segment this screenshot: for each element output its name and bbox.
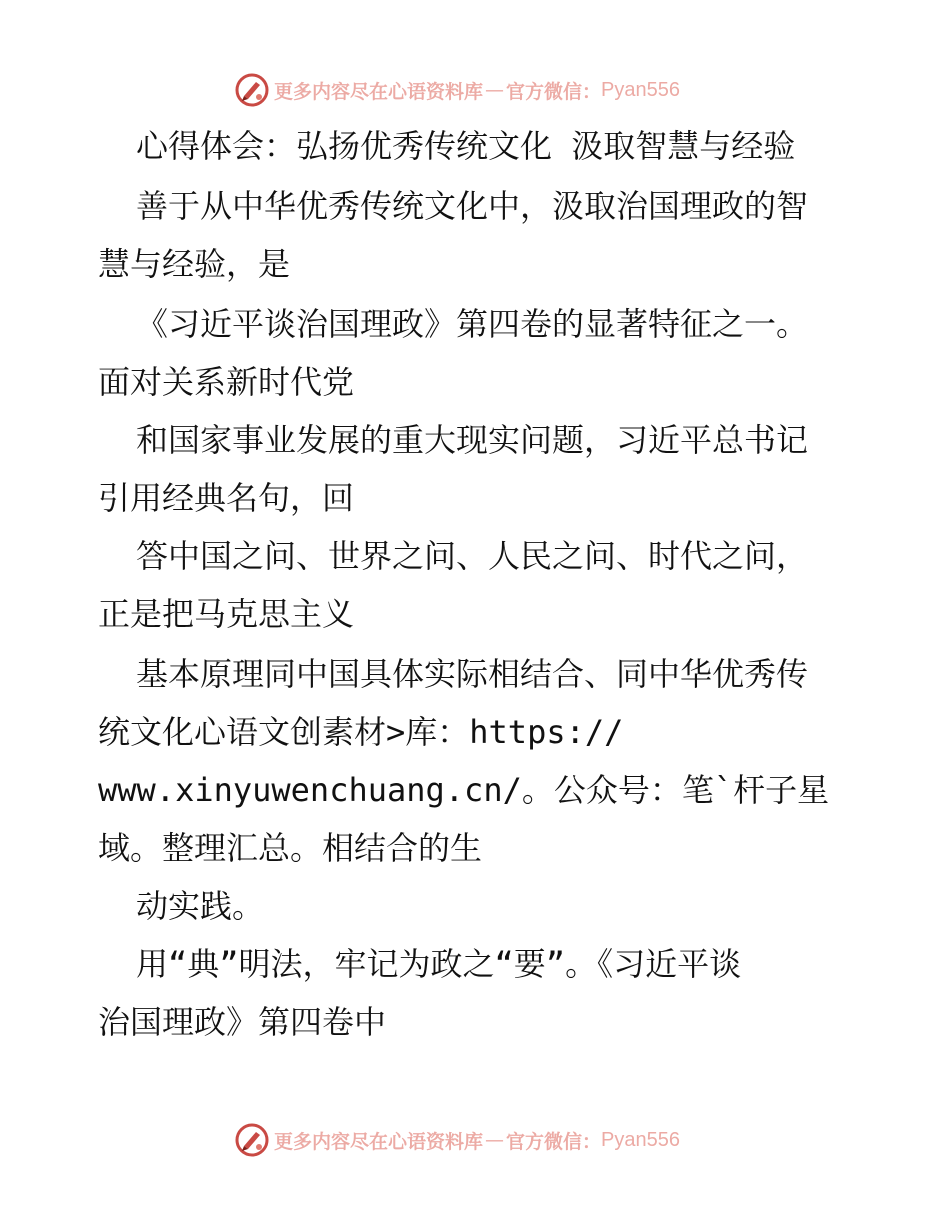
body-line: 统文化心语文创素材>库：https:// — [98, 713, 624, 751]
body-line: 正是把马克思主义 — [98, 595, 355, 633]
watermark-official-label: 官方微信： — [506, 1130, 602, 1153]
watermark-footer — [234, 1120, 680, 1160]
body-line: www.xinyuwenchuang.cn/。公众号：笔`杆子星 — [98, 771, 830, 809]
watermark-dash: — — [485, 79, 505, 101]
body-line: 善于从中华优秀传统文化中，汲取治国理政的智 — [136, 187, 809, 225]
watermark-header — [234, 70, 680, 110]
body-line: 治国理政》第四卷中 — [98, 1003, 387, 1041]
pen-logo-icon — [234, 1122, 270, 1158]
watermark-site-text: 更多内容尽在心语资料库 — [274, 1130, 484, 1153]
watermark-official-label: 官方微信： — [506, 80, 602, 103]
document-title-line: 心得体会：弘扬优秀传统文化 汲取智慧与经验 — [136, 127, 796, 165]
watermark-wechat-id: Pyan556 — [601, 78, 680, 101]
body-line: 引用经典名句，回 — [98, 479, 355, 517]
pen-logo-icon — [234, 72, 270, 108]
body-line: 基本原理同中国具体实际相结合、同中华优秀传 — [136, 655, 809, 693]
body-line: 和国家事业发展的重大现实问题，习近平总书记 — [136, 421, 809, 459]
body-line: 慧与经验，是 — [98, 245, 291, 283]
watermark-wechat-id: Pyan556 — [601, 1128, 680, 1151]
body-line: 答中国之问、世界之问、人民之问、时代之问， — [136, 537, 809, 575]
body-line: 域。整理汇总。相结合的生 — [98, 829, 483, 867]
watermark-site-text: 更多内容尽在心语资料库 — [274, 80, 484, 103]
body-line: 《习近平谈治国理政》第四卷的显著特征之一。 — [136, 305, 809, 343]
body-line: 用“典”明法，牢记为政之“要”。《习近平谈 — [136, 945, 742, 983]
watermark-dash: — — [485, 1129, 505, 1151]
body-line: 面对关系新时代党 — [98, 363, 355, 401]
body-line: 动实践。 — [136, 887, 265, 925]
